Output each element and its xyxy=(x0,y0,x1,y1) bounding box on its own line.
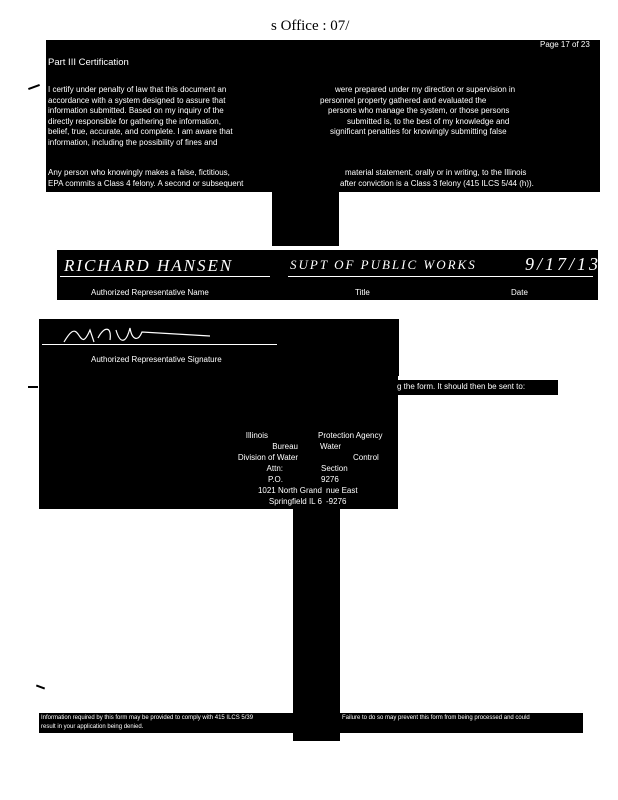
footer-line-right: Failure to do so may prevent this form from being processed and could xyxy=(342,715,530,721)
certification-line: directly responsible for gathering the information, xyxy=(48,116,221,126)
felony-line: after conviction is a Class 3 felony (415 ILCS 5/44 (h)). xyxy=(340,178,534,188)
address-line: Attn: Section xyxy=(266,464,348,473)
certification-line: personnel property gathered and evaluated the xyxy=(320,95,487,105)
title-label: Title xyxy=(355,288,370,297)
signature-label: Authorized Representative Signature xyxy=(91,355,222,364)
certification-line: information submitted. Based on my inquiry of the xyxy=(48,106,224,115)
header-office-fragment: s Office : 07/ xyxy=(271,18,350,34)
redaction-block-top-tail xyxy=(272,190,339,246)
certification-line: persons who manage the system, or those persons xyxy=(328,106,510,115)
scan-speck xyxy=(28,84,40,90)
felony-line: EPA commits a Class 4 felony. A second or subsequent xyxy=(48,178,244,188)
send-to-text: g the form. It should then be sent to: xyxy=(397,382,526,391)
address-line: Division of Water Control xyxy=(237,453,379,462)
address-line: 1021 North Grand nue East xyxy=(257,486,358,495)
certification-right-column xyxy=(320,85,515,138)
name-underline xyxy=(60,276,270,277)
address-line: P.O. 9276 xyxy=(268,475,339,484)
certification-line: accordance with a system designed to assure that xyxy=(48,95,226,105)
section-title: Part III Certification xyxy=(48,57,129,68)
name-label: Authorized Representative Name xyxy=(91,288,209,297)
footer-line-2: result in your application being denied. xyxy=(41,724,144,730)
page-number: Page 17 of 23 xyxy=(540,40,590,49)
title-date-underline xyxy=(288,276,593,277)
handwritten-name: RICHARD HANSEN xyxy=(64,256,234,275)
felony-line: Any person who knowingly makes a false, fictitious, xyxy=(48,168,230,177)
redaction-column xyxy=(293,508,340,741)
certification-line: information, including the possibility of fines and xyxy=(48,137,218,147)
handwritten-title: SUPT OF PUBLIC WORKS xyxy=(290,257,477,272)
certification-left-column xyxy=(48,85,233,148)
address-line: Springfield IL 6 -9276 xyxy=(268,497,347,506)
footer-line-left: Information required by this form may be provided to comply with 415 ILCS 5/39 xyxy=(41,715,254,721)
handwritten-date: 9/17/13 xyxy=(525,254,602,274)
signature-underline xyxy=(42,344,277,345)
certification-line: I certify under penalty of law that this document an xyxy=(48,85,227,94)
felony-right-column xyxy=(340,168,534,189)
certification-line: were prepared under my direction or supervision in xyxy=(335,85,516,94)
date-label: Date xyxy=(511,288,528,297)
scan-speck xyxy=(36,685,45,690)
address-line: Illinois Protection Agency xyxy=(245,431,383,440)
handwritten-signature xyxy=(60,320,220,350)
address-line: Bureau Water xyxy=(272,442,342,451)
mailing-address xyxy=(198,431,398,508)
scan-speck xyxy=(28,386,38,388)
certification-line: submitted is, to the best of my knowledge and xyxy=(347,116,510,126)
felony-left-column xyxy=(48,168,243,189)
certification-line: significant penalties for knowingly submitting false xyxy=(330,127,507,136)
certification-line: belief, true, accurate, and complete. I am aware that xyxy=(48,127,233,136)
felony-line: material statement, orally or in writing, to the Illinois xyxy=(345,168,527,177)
